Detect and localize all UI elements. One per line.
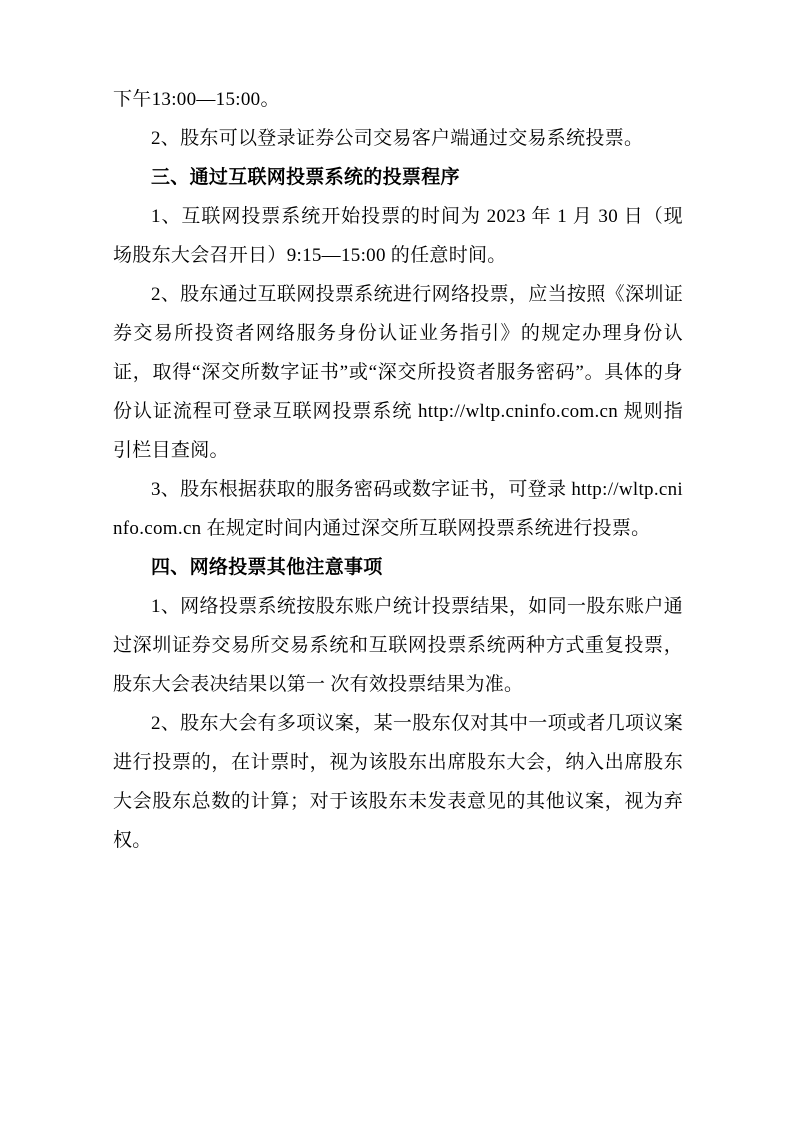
- heading-internet-voting-procedure: 三、通过互联网投票系统的投票程序: [151, 167, 460, 188]
- heading-other-voting-notes: 四、网络投票其他注意事项: [151, 557, 383, 578]
- paragraph-trading-client-voting: 2、股东可以登录证券公司交易客户端通过交易系统投票。: [151, 128, 644, 149]
- paragraph-partial-voting-rule: 2、股东大会有多项议案，某一股东仅对其中一项或者几项议案进行投票的，在计票时，视为该股东出席股东大会，纳入出席股东大会股东总数的计算；对于该股东未发表意见的其他议案，视为弃权。: [113, 713, 683, 851]
- paragraph-login-and-vote: 3、股东根据获取的服务密码或数字证书，可登录 http://wltp.cninfo.com.cn 在规定时间内通过深交所互联网投票系统进行投票。: [113, 479, 683, 539]
- paragraph-duplicate-voting-rule: 1、网络投票系统按股东账户统计投票结果，如同一股东账户通过深圳证券交易所交易系统和互联网投票系统两种方式重复投票，股东大会表决结果以第一 次有效投票结果为准。: [113, 596, 683, 695]
- paragraph-afternoon-session-time: 下午13:00—15:00。: [113, 89, 280, 110]
- paragraph-identity-authentication: 2、股东通过互联网投票系统进行网络投票，应当按照《深圳证券交易所投资者网络服务身份认证业务指引》的规定办理身份认证，取得“深交所数字证书”或“深交所投资者服务密码”。具体的身份认证流程可登录互联网投票系统 http://wltp.cninfo.com.cn 规则指引栏目查阅。: [113, 284, 683, 461]
- paragraph-voting-start-time: 1、互联网投票系统开始投票的时间为 2023 年 1 月 30 日（现场股东大会召开日）9:15—15:00 的任意时间。: [113, 206, 683, 266]
